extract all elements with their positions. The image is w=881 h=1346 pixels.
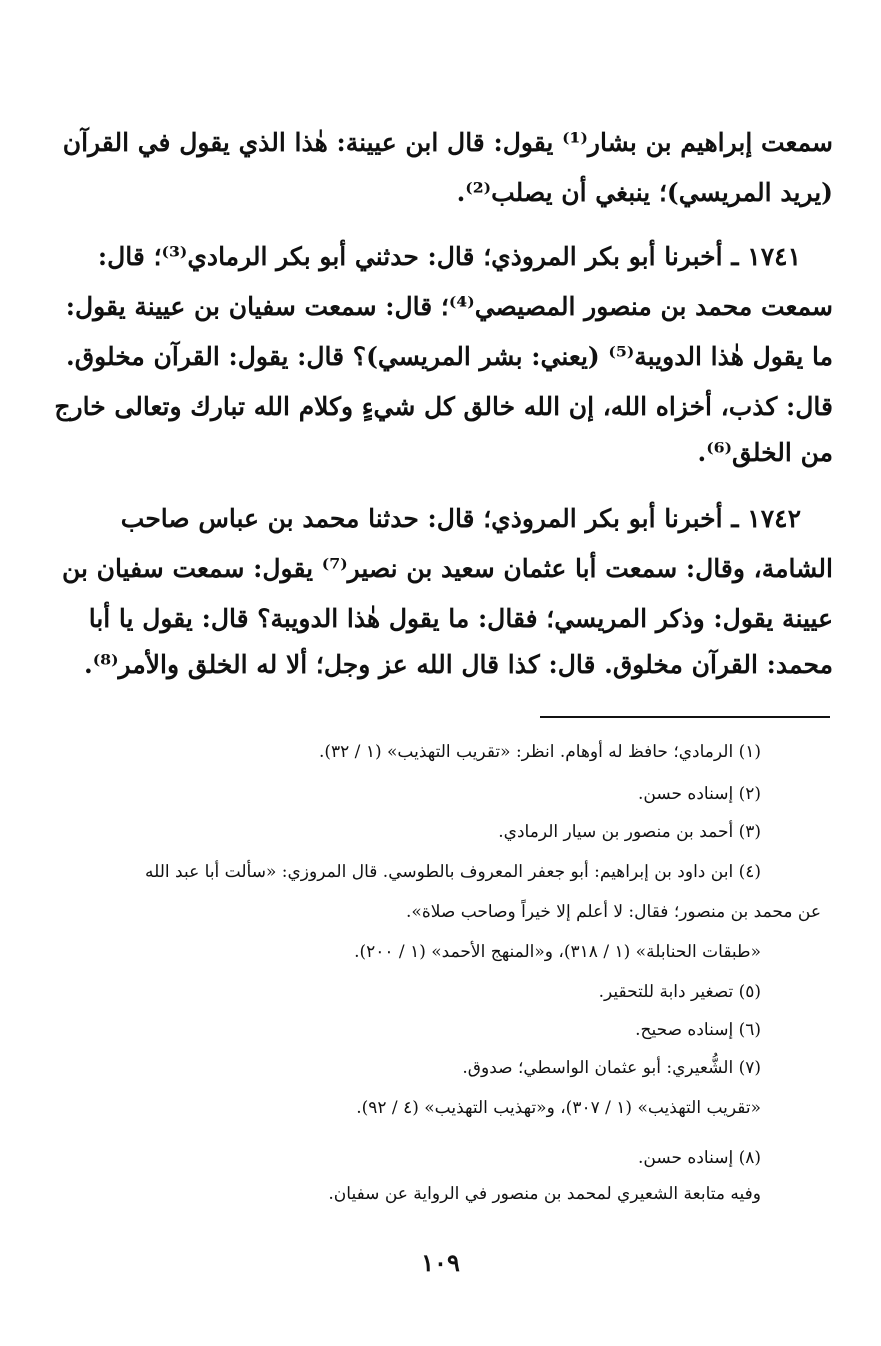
footnote-7: (٧) الشُّعيري: أبو عثمان الواسطي؛ صدوق. bbox=[462, 1058, 761, 1078]
footnote-6: (٦) إسناده صحيح. bbox=[635, 1020, 761, 1040]
body-line: عيينة يقول: وذكر المريسي؛ فقال: ما يقول هٰذا الدويبة؟ قال: يقول يا أبا bbox=[88, 604, 833, 633]
footnote-1: (١) الرمادي؛ حافظ له أوهام. انظر: «تقريب التهذيب» (١ / ٣٢). bbox=[318, 742, 761, 762]
body-line: محمد: القرآن مخلوق. قال: كذا قال الله عز وجل؛ ألا له الخلق والأمر⁽⁸⁾. bbox=[84, 650, 833, 679]
footnote-8-note: وفيه متابعة الشعيري لمحمد بن منصور في الرواية عن سفيان. bbox=[328, 1184, 761, 1204]
footnote-5: (٥) تصغير دابة للتحقير. bbox=[598, 982, 761, 1002]
body-line: قال: كذب، أخزاه الله، إن الله خالق كل شيءٍ وكلام الله تبارك وتعالى خارج bbox=[54, 392, 833, 421]
body-line: من الخلق⁽⁶⁾. bbox=[697, 438, 833, 467]
footnote-4-reference: «طبقات الحنابلة» (١ / ٣١٨)، و«المنهج الأحمد» (١ / ٢٠٠). bbox=[354, 942, 761, 962]
footnote-4-continuation: عن محمد بن منصور؛ فقال: لا أعلم إلا خيراً وصاحب صلاة». bbox=[406, 902, 821, 922]
entry-1742-heading-line: ١٧٤٢ ـ أخبرنا أبو بكر المروذي؛ قال: حدثنا محمد بن عباس صاحب bbox=[120, 504, 801, 533]
footnote-4: (٤) ابن داود بن إبراهيم: أبو جعفر المعروف بالطوسي. قال المروزي: «سألت أبا عبد الله bbox=[144, 862, 761, 882]
entry-1741-heading-line: ١٧٤١ ـ أخبرنا أبو بكر المروذي؛ قال: حدثني أبو بكر الرمادي⁽³⁾؛ قال: bbox=[97, 242, 801, 271]
body-line: (يريد المريسي)؛ ينبغي أن يصلب⁽²⁾. bbox=[456, 178, 833, 207]
body-line: الشامة، وقال: سمعت أبا عثمان سعيد بن نصير⁽⁷⁾ يقول: سمعت سفيان بن bbox=[61, 554, 833, 583]
footnote-3: (٣) أحمد بن منصور بن سيار الرمادي. bbox=[498, 822, 761, 842]
footnote-7-reference: «تقريب التهذيب» (١ / ٣٠٧)، و«تهذيب التهذيب» (٤ / ٩٢). bbox=[356, 1098, 761, 1118]
footnote-separator bbox=[540, 716, 830, 718]
body-line: سمعت إبراهيم بن بشار⁽¹⁾ يقول: قال ابن عيينة: هٰذا الذي يقول في القرآن bbox=[62, 128, 833, 157]
body-line: سمعت محمد بن منصور المصيصي⁽⁴⁾؛ قال: سمعت سفيان بن عيينة يقول: bbox=[65, 292, 833, 321]
body-line: ما يقول هٰذا الدويبة⁽⁵⁾ (يعني: بشر المريسي)؟ قال: يقول: القرآن مخلوق. bbox=[65, 342, 833, 371]
page-number: ١٠٩ bbox=[421, 1248, 460, 1277]
footnote-8: (٨) إسناده حسن. bbox=[638, 1148, 761, 1168]
footnote-2: (٢) إسناده حسن. bbox=[638, 784, 761, 804]
